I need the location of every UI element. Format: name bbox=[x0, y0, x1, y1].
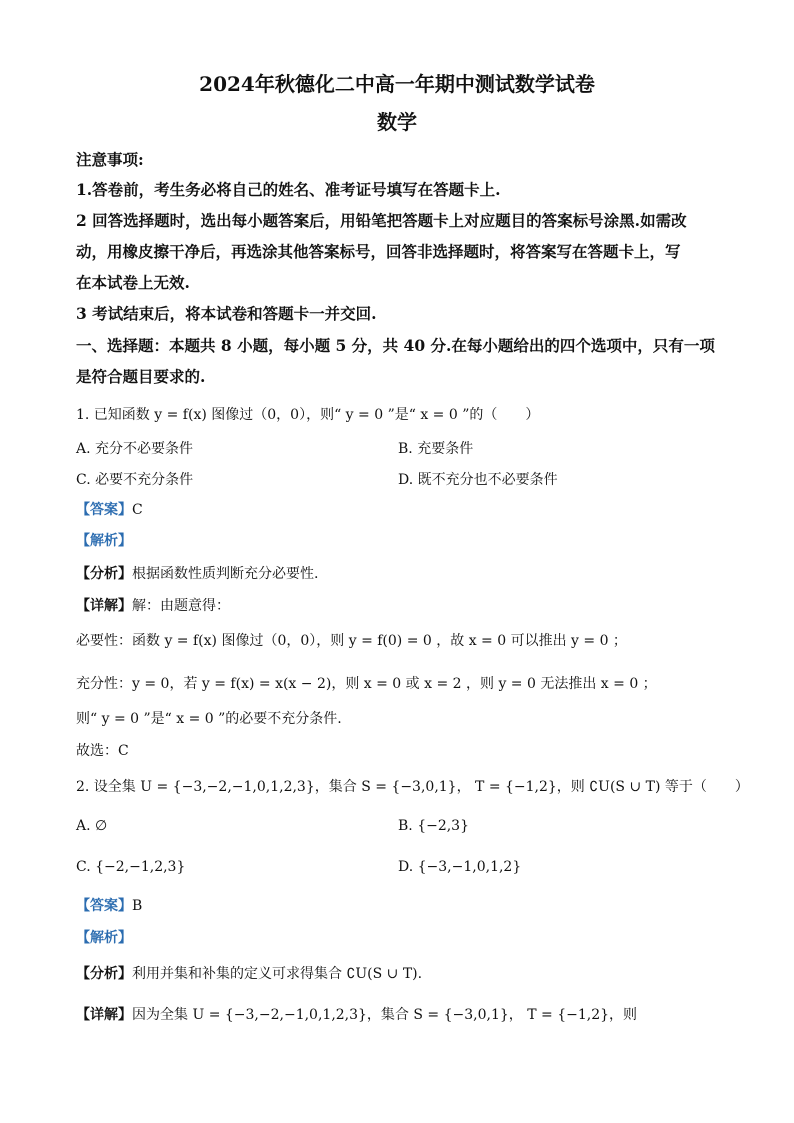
question-2-stem: 2. 设全集 U = {−3,−2,−1,0,1,2,3}，集合 S = {−3,0,1}， T = {−1,2}，则 ∁U(S ∪ T) 等于（ ） bbox=[76, 779, 749, 795]
fenxi-text: 根据函数性质判断充分必要性. bbox=[132, 566, 319, 582]
xiangjie-tag: 【详解】 bbox=[76, 1007, 132, 1023]
fenxi-tag: 【分析】 bbox=[76, 566, 132, 582]
question-1-analysis-tag bbox=[76, 530, 132, 550]
question-2-option-b: B. {−2,3} bbox=[398, 818, 469, 834]
answer-tag: 【答案】 bbox=[76, 898, 132, 914]
notice-item-1: 1.答卷前，考生务必将自己的姓名、准考证号填写在答题卡上. bbox=[76, 180, 501, 199]
fenxi-tag: 【分析】 bbox=[76, 966, 132, 982]
question-1-necessity: 必要性：函数 y = f(x) 图像过（0，0），则 y = f(0) = 0 ，故 x = 0 可以推出 y = 0 ； bbox=[76, 633, 627, 649]
question-2-option-a: A. ∅ bbox=[76, 818, 108, 834]
question-2-option-d: D. {−3,−1,0,1,2} bbox=[398, 859, 522, 875]
notice-item-2-line-2: 动，用橡皮擦干净后，再选涂其他答案标号，回答非选择题时，将答案写在答题卡上，写 bbox=[76, 242, 681, 261]
question-1-option-c: C. 必要不充分条件 bbox=[76, 472, 194, 488]
analysis-tag: 【解析】 bbox=[76, 533, 132, 549]
question-2-analysis-tag bbox=[76, 927, 132, 947]
question-2-fenxi bbox=[76, 963, 422, 983]
xiangjie-text: 因为全集 U = {−3,−2,−1,0,1,2,3}，集合 S = {−3,0,1}， T = {−1,2}，则 bbox=[132, 1007, 638, 1023]
question-1-conclusion: 则“ y = 0 ”是“ x = 0 ”的必要不充分条件. bbox=[76, 711, 342, 727]
answer-value: C bbox=[132, 502, 143, 518]
question-1-stem: 1. 已知函数 y = f(x) 图像过（0，0），则“ y = 0 ”是“ x = 0 ”的（ ） bbox=[76, 407, 540, 423]
question-2-option-c: C. {−2,−1,2,3} bbox=[76, 859, 186, 875]
xiangjie-tag: 【详解】 bbox=[76, 598, 132, 614]
notice-item-2-line-3: 在本试卷上无效. bbox=[76, 273, 190, 292]
notice-item-2-line-1: 2 回答选择题时，选出每小题答案后，用铅笔把答题卡上对应题目的答案标号涂黑.如需改 bbox=[76, 211, 687, 230]
question-2-answer bbox=[76, 895, 142, 915]
page-title: 2024年秋德化二中高一年期中测试数学试卷 bbox=[199, 72, 595, 96]
question-1-option-a: A. 充分不必要条件 bbox=[76, 441, 194, 457]
fenxi-text: 利用并集和补集的定义可求得集合 ∁U(S ∪ T). bbox=[132, 966, 423, 982]
analysis-tag: 【解析】 bbox=[76, 930, 132, 946]
question-1-sufficiency: 充分性：y = 0，若 y = f(x) = x(x − 2)，则 x = 0 或 x = 2 ，则 y = 0 无法推出 x = 0 ； bbox=[76, 676, 657, 692]
section-1-line-2: 是符合题目要求的. bbox=[76, 367, 206, 386]
xiangjie-text: 解：由题意得： bbox=[132, 598, 230, 614]
section-1-line-1: 一、选择题：本题共 8 小题，每小题 5 分，共 40 分.在每小题给出的四个选项中，只有一项 bbox=[76, 336, 715, 355]
question-2-xiangjie bbox=[76, 1004, 637, 1024]
answer-tag: 【答案】 bbox=[76, 502, 132, 518]
answer-value: B bbox=[132, 898, 143, 914]
question-1-fenxi bbox=[76, 563, 318, 583]
question-1-option-b: B. 充要条件 bbox=[398, 441, 474, 457]
notice-heading: 注意事项: bbox=[76, 150, 144, 169]
question-1-choose: 故选：C bbox=[76, 743, 129, 759]
notice-item-3: 3 考试结束后，将本试卷和答题卡一并交回. bbox=[76, 304, 377, 323]
question-1-xiangjie bbox=[76, 595, 230, 615]
question-1-option-d: D. 既不充分也不必要条件 bbox=[398, 472, 558, 488]
question-1-answer bbox=[76, 499, 143, 519]
page-subtitle: 数学 bbox=[377, 110, 417, 134]
